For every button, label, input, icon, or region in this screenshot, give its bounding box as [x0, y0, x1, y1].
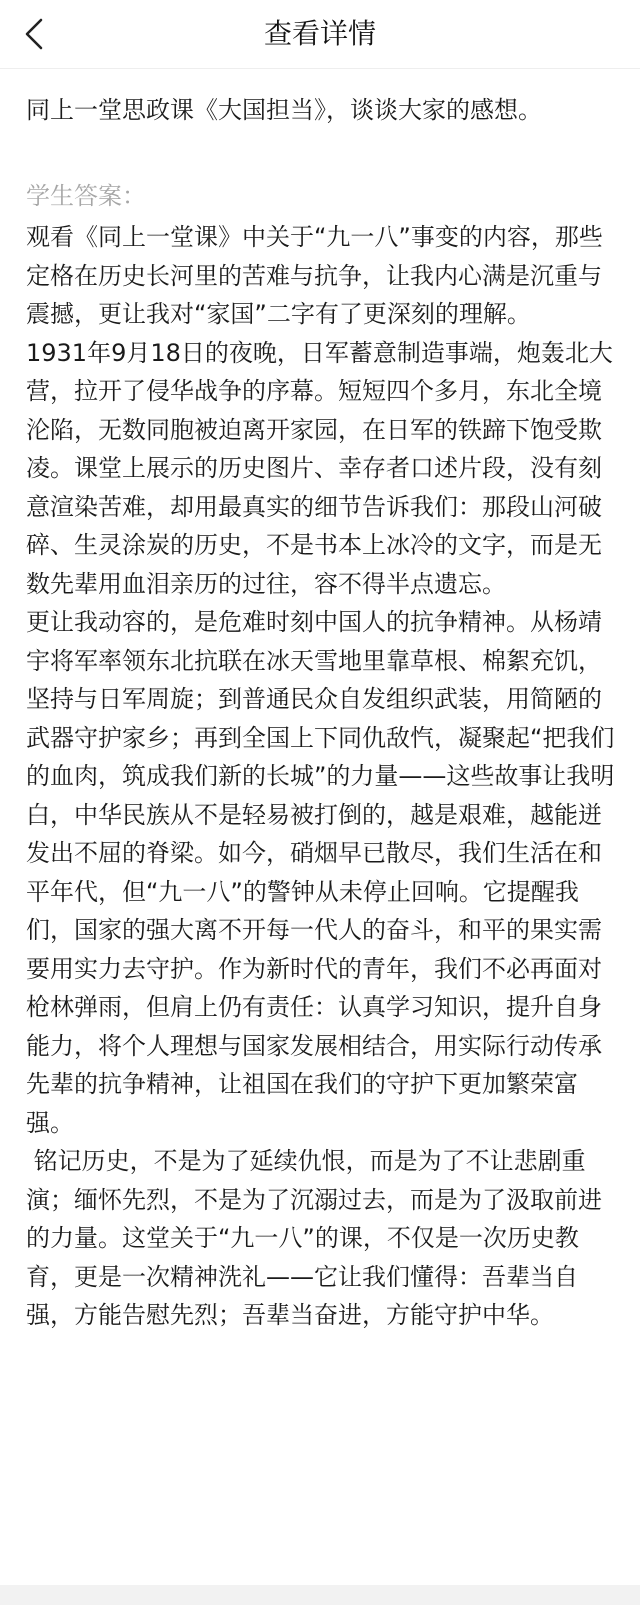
answer-paragraph: 1931年9月18日的夜晚，日军蓄意制造事端，炮轰北大营，拉开了侵华战争的序幕。短短四个多月，东北全境沦陷，无数同胞被迫离开家园，在日军的铁蹄下饱受欺凌。课堂上展示的历史图片、幸存者口述片段，没有刻意渲染苦难，却用最真实的细节告诉我们：那段山河破碎、生灵涂炭的历史，不是书本上冰冷的文字，而是无数先辈用血泪亲历的过往，容不得半点遗忘。	[26, 338, 613, 598]
answer-body	[26, 218, 616, 1335]
nav-bar	[0, 0, 640, 69]
answer-paragraph: 更让我动容的，是危难时刻中国人的抗争精神。从杨靖宇将军率领东北抗联在冰天雪地里靠草根、棉絮充饥，坚持与日军周旋；到普通民众自发组织武装，用简陋的武器守护家乡；再到全国上下同仇敌忾，凝聚起“把我们的血肉，筑成我们新的长城”的力量——这些故事让我明白，中华民族从不是轻易被打倒的，越是艰难，越能迸发出不屈的脊梁。如今，硝烟早已散尽，我们生活在和平年代，但“九一八”的警钟从未停止回响。它提醒我们，国家的强大离不开每一代人的奋斗，和平的果实需要用实力去守护。作为新时代的青年，我们不必再面对枪林弹雨，但肩上仍有责任：认真学习知识，提升自身能力，将个人理想与国家发展相结合，用实际行动传承先辈的抗争精神，让祖国在我们的守护下更加繁荣富强。	[26, 608, 615, 1137]
detail-content	[26, 90, 616, 1335]
back-button[interactable]	[12, 12, 56, 56]
question-text: 同上一堂思政课《大国担当》，谈谈大家的感想。	[26, 96, 542, 124]
page-title: 查看详情	[263, 17, 376, 50]
answer-paragraph: 观看《同上一堂课》中关于“九一八”事变的内容，那些定格在历史长河里的苦难与抗争，让我内心满是沉重与震撼，更让我对“家国”二字有了更深刻的理解。	[26, 223, 603, 328]
answer-label: 学生答案：	[26, 182, 146, 210]
answer-paragraph: 铭记历史，不是为了延续仇恨，而是为了不让悲剧重演；缅怀先烈，不是为了沉溺过去，而是为了汲取前进的力量。这堂关于“九一八”的课，不仅是一次历史教育，更是一次精神洗礼——它让我们懂得：吾辈当自强，方能告慰先烈；吾辈当奋进，方能守护中华。	[26, 1147, 602, 1329]
bottom-bar	[0, 1585, 640, 1605]
chevron-left-icon	[23, 17, 45, 51]
